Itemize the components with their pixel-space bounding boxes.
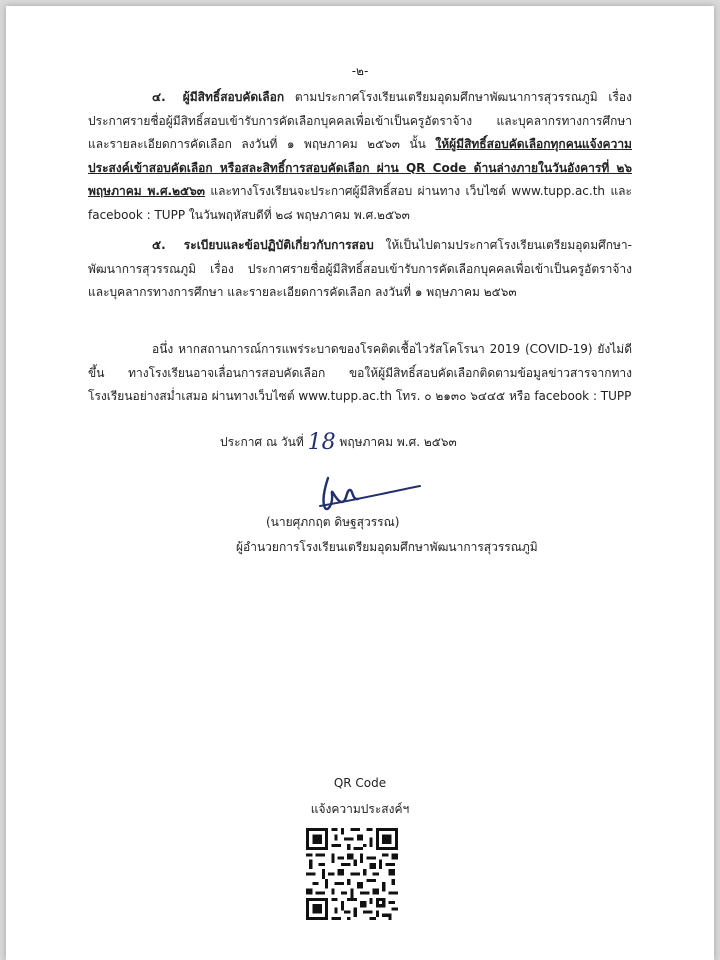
covid-note-text: อนึ่ง หากสถานการณ์การแพร่ระบาดของโรคติดเชื้อไวรัสโคโรนา 2019 (COVID-19) ยังไม่ดีขึ้น ทางโรงเรียนอาจเลื่อนการสอบคัดเลือก ขอให้ผู้มีสิทธิ์สอบคัดเลือกติดตามข้อมูลข่าวสารจากทางโรงเรียนอย่างสม่ำเสมอ ผ่านทางเว็บไซต์ www.tupp.ac.th โทร. ๐ ๒๑๓๐ ๖๔๔๕ หรือ facebook : TUPP xyxy=(88,342,632,403)
signatory-title: ผู้อำนวยการโรงเรียนเตรียมอุดมศึกษาพัฒนาการสุวรรณภูมิ xyxy=(236,540,538,554)
signatory-name: (นายศุภกฤต ดิษฐสุวรรณ) xyxy=(266,515,400,529)
qr-code[interactable] xyxy=(306,828,398,920)
section-5-heading: ระเบียบและข้อปฏิบัติเกี่ยวกับการสอบ xyxy=(183,238,374,252)
section-4-number: ๔. xyxy=(152,90,166,104)
handwritten-day: 18 xyxy=(307,430,336,455)
qr-label: QR Code xyxy=(333,776,387,790)
covid-note-paragraph xyxy=(88,338,632,409)
section-5-text: ให้เป็นไปตามประกาศโรงเรียนเตรียมอุดมศึกษา-พัฒนาการสุวรรณภูมิ เรื่อง ประกาศรายชื่อผู้มีสิทธิ์สอบเข้ารับการคัดเลือกบุคคลเพื่อเข้าเป็นครูอัตราจ้าง และบุคลากรทางการศึกษา และรายละเอียดการคัดเลือก ลงวันที่ ๑ พฤษภาคม ๒๕๖๓ xyxy=(88,238,632,299)
announcement-date: ประกาศ ณ วันที่ 18 พฤษภาคม พ.ศ. ๒๕๖๓ xyxy=(220,430,457,455)
section-5-number: ๕. xyxy=(152,238,166,252)
qr-caption: แจ้งความประสงค์ฯ xyxy=(310,802,410,816)
section-5-paragraph xyxy=(88,234,632,305)
section-4-text-continued: และทางโรงเรียนจะประกาศผู้มีสิทธิ์สอบ ผ่านทาง เว็บไซต์ www.tupp.ac.th และ facebook : TUPP ในวันพฤหัสบดีที่ ๒๘ พฤษภาคม พ.ศ.๒๕๖๓ xyxy=(88,184,632,222)
section-4-paragraph xyxy=(88,86,632,227)
page-number: -๒- xyxy=(351,64,369,78)
qr-code-image xyxy=(306,828,398,920)
section-4-text: ตามประกาศโรงเรียนเตรียมอุดมศึกษาพัฒนาการสุวรรณภูมิ เรื่อง ประกาศรายชื่อผู้มีสิทธิ์สอบเข้ารับการคัดเลือกบุคคลเพื่อเข้าเป็นครูอัตราจ้าง และบุคลากรทางการศึกษา และรายละเอียดการคัดเลือก ลงวันที่ ๑ พฤษภาคม ๒๕๖๓ นั้น xyxy=(88,90,632,151)
section-4-emphasis: ให้ผู้มีสิทธิ์สอบคัดเลือกทุกคนแจ้งความประสงค์เข้าสอบคัดเลือก หรือสละสิทธิ์การสอบคัดเลือก ผ่าน QR Code ด้านล่างภายในวันอังคารที่ ๒๖ พฤษภาคม พ.ศ.๒๕๖๓ xyxy=(88,137,632,198)
section-4-heading: ผู้มีสิทธิ์สอบคัดเลือก xyxy=(182,90,285,104)
